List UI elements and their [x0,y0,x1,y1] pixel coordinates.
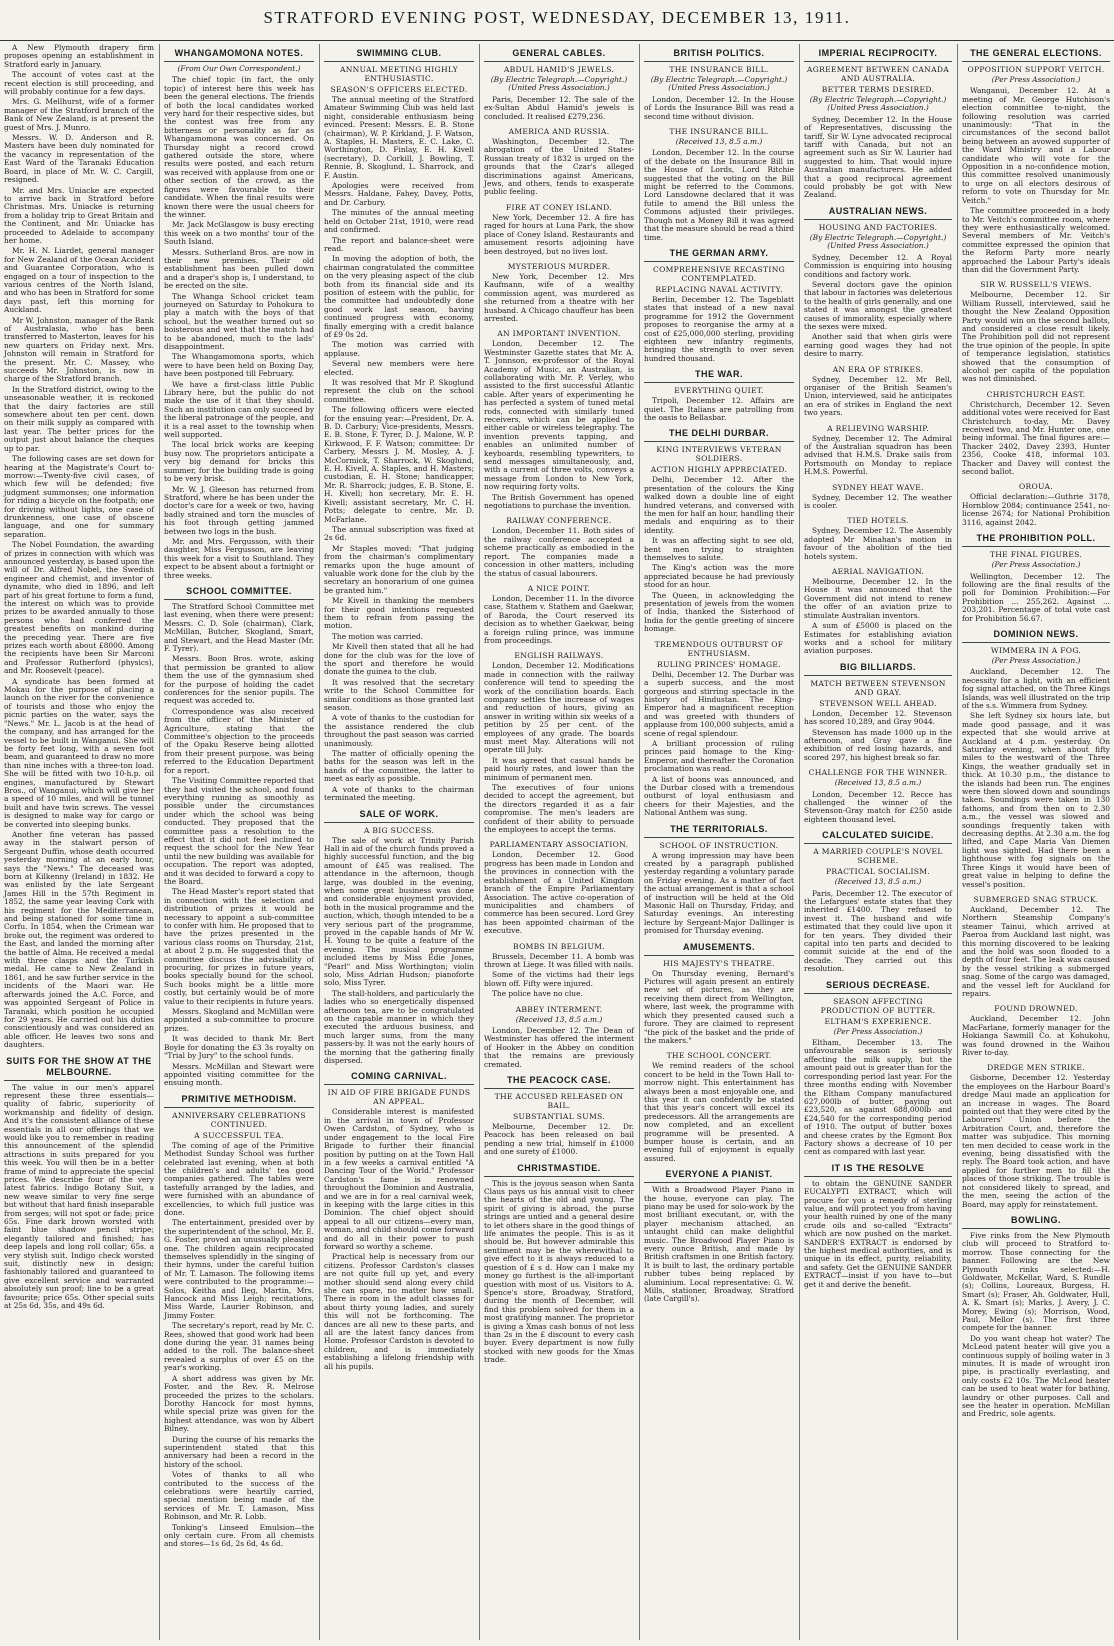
article [962,1004,1110,1057]
article-paragraph: Stevenson has made 1000 up in the afternoon, and Gray gave a fine exhibition of red losing hazards, and scored 297, his highest break so far. [804,727,952,762]
article [484,516,634,577]
article-paragraph: In moving the adoption of both, the chairman congratulated the committee on the very pleasing aspect of the club both from its financial side and its position of esteem with the public, for the committee had undoubtedly done good work last season, having continued progress with economy, finally emerging with a credit balance of £9 0s 2d. [324,254,474,339]
article-paragraph: Sydney, December 12. The weather is cooler. [804,492,952,511]
article-subheading: RAILWAY CONFERENCE. [506,516,612,526]
article-paragraph: A syndicate has been formed at Mokau for the purpose of placing a launch on the river for the convenience of tourists and those who enjoy the picnic parties on the water, says the "News." Mr. L. Jacob is at the head of the company, and has arranged for the vessel to be built in Wanganui. She will be forty feet long, with a seven foot beam, and guaranteed to draw no more than nine inches with a three-ton load. She will be fitted with two 10-h.p. oil engines, manufactured by Stewart Bros., of Wanganui, which will give her a speed of 10 miles, and will be tunnel built and have twin screws. The vessel is designed to make way for cargo or be converted into sleeping bunks. [4,676,154,829]
article-paragraph: Auckland, December 12. The Northern Steamship Company's steamer Tainui, which arrived at Paeroa from Auckland last night, was this morning discovered to be leaking and the hold was soon flooded to a depth of four feet. The leak was caused by the vessel striking a submerged snag. Some of the cargo was damaged, and the vessel left for Auckland for repairs. [962,904,1110,998]
article-subheading: WIMMERA IN A FOG. [990,645,1082,655]
article-paragraph: Brussels, December 11. A bomb was thrown at Liege. It was filled with nails. [484,951,634,969]
column-7 [958,44,1114,1640]
column-3 [320,44,478,1640]
article-paragraph: Mr W. Johnston, manager of the Bank of Australasia, who has been transferred to Masterton, leaves for his new quarters on Friday next. Mrs. Johnston will remain in Stratford for the present. Mr. C. Massey, who succeeds Mr. Johnston, is now in charge of the Stratford branch. [4,315,154,384]
article-credit: (Per Press Association.) [833,1026,923,1036]
article-paragraph: A sum of £5000 is placed on the Estimates for establishing aviation works and a school for military aviation purposes. [804,621,952,656]
article-paragraph: It was resolved that the secretary write to the School Committee for similar conditions as those granted last season. [324,677,474,713]
article-paragraph: Do you want cheap hot water? The McLeod patent heater will give you a continuous supply of boiling water in 3 minutes. It is made of wrought iron pipe, is practically everlasting, and only costs £2 10s. The McLeod heater can be used to heat water for bathing, laundry or other purposes. Call and see the heater in operation. McMillan and Fredric, sole agents. [962,1333,1110,1419]
article-subheading: SCHOOL OF INSTRUCTION. [659,840,779,850]
column-4 [480,44,638,1640]
article-paragraph: Mr Kivell then stated that all he had done for the club was for the love of the sport and therefore he would donate the guinea to the club. [324,642,474,677]
article-paragraph: The committee proceeded in a body to Mr. Veitch's committee room, where they were enthusiastically welcomed. Several members of Mr. Veitch's committee expressed the opinion that the Reform Party more nearly approached the Labour Party's ideals than did the Government Party. [962,206,1110,274]
article-subheading-secondary: ACTION HIGHLY APPRECIATED. [650,465,788,475]
article [324,1071,474,1371]
article-credit: (Received 13, 8.5 a.m.) [515,1014,603,1024]
article-paragraph: London, December 11. Both sides of the railway conference accepted a scheme practically as embodied in the report. The companies made a concession in other matters, including the status of casual labourers. [484,526,634,578]
article [484,127,634,197]
article-subheading: ABDUL HAMID'S JEWELS. [503,65,615,74]
article-subheading-secondary: RULING PRINCES' HOMAGE. [657,659,781,669]
article-subheading: AMERICA AND RUSSIA. [508,127,610,137]
article-subheading: HOUSING AND FACTORIES. [818,222,938,232]
article-paragraph: She left Sydney six hours late, but made good passage, and it was expected that she would arrive at Auckland at 4 p.m. yesterday. On Saturday evening, when about fifty miles to the westward of the Three Kings, the weather gradually set in thick. At 10.30 p.m., the distance to the islands had been run. The engines were then slowed down and soundings taken. Soundings were taken in 130 fathoms, and from then on to 2.30 a.m., the vessel was slowed and soundings frequently taken with decreasing depths. At 2.30 a.m. the fog lifted, and Cape Maria Van Diemen light was sighted. Had there been a lighthouse with fog signals on the Three Kings it would have been of great value in helping to define the vessel's position. [962,711,1110,889]
article-paragraph: London, December 12. The Dean of Westminster has offered the interment of Hooker in the Abbey on condition that the remains are previously cremated. [484,1025,634,1069]
article-paragraph: Sydney, December 12. A Royal Commission is enquiring into housing conditions and factory work. [804,252,952,279]
article-paragraph: A list of boons was announced, and the Durbar closed with a tremendous outburst of loyal enthusiasm and cheers for their Majesties, and the National Anthem was sung. [644,774,794,818]
article-headline: IMPERIAL RECIPROCITY. [804,48,952,62]
article-paragraph: A short address was given by Mr. Foster, and the Rev. R. Melrose proceeded the prizes to the scholars. Dorothy Hancock for most hymns, while special prize was given for the highest attendance, was won by Albert Bilney. [164,1373,314,1434]
article-subheading: AERIAL NAVIGATION. [831,567,925,577]
article [164,1094,314,1549]
article [644,1051,794,1163]
article-subheading: HIS MAJESTY'S THEATRE. [663,958,775,968]
article [484,1163,634,1365]
article-paragraph: The account of votes cast at the recent election is still proceeding, and will probably continue for a few days. [4,70,154,97]
article [804,483,952,511]
article [804,48,952,200]
article-paragraph: Paris, December 12. The executor of the Lefargues' estate states that they inherited £1400. They refused to invest it. The husband and wife estimated that they could live upon it for ten years. They divided their capital into ten parts and decided to commit suicide at the end of the decade. They carried out this resolution. [804,888,952,974]
article-subheading: ANNUAL MEETING HIGHLY ENTHUSIASTIC. [339,65,459,83]
article [644,824,794,936]
article-subheading: BOMBS IN BELGIUM. [513,941,605,951]
article-subheading: MATCH BETWEEN STEVENSON AND GRAY. [810,678,946,697]
article-paragraph: Mrs. G. Mellhurst, wife of a former manager of the Stratford branch of the Bank of New Zealand, is at present the guest of Mrs. J. Munro. [4,97,154,132]
article-credit: (By Electric Telegraph.—Copyright.) (United Press Association.) [650,75,788,93]
article [804,424,952,477]
article-paragraph: Mr. W. J. Gleeson has returned from Stratford, where he has been under the doctor's care for a week or two, having badly strained and torn the muscles of his foot through getting jammed between two logs in the bush. [164,484,314,536]
article-credit: (Received 13, 8.5 a.m.) [675,137,763,147]
article-subheading: THE INSURANCE BILL. [669,127,769,137]
article-subheading: AGREEMENT BETWEEN CANADA AND AUSTRALIA. [806,65,950,83]
article-headline: AUSTRALIAN NEWS. [804,206,952,220]
article-subheading: ANNIVERSARY CELEBRATIONS CONTINUED. [172,1110,306,1129]
article-credit: (By Electric Telegraph.—Copyright.) (United Press Association.) [490,75,628,93]
article-subheading: PARLIAMENTARY ASSOCIATION. [489,840,629,850]
article-paragraph: The executives of four unions decided to accept the agreement, but the directors regarded it as a fair compromise. The men's leaders are confident of their ability to persuade the employees to accept the terms. [484,783,634,835]
article-headline: BRITISH POLITICS. [644,48,794,62]
article [804,365,952,418]
article-paragraph: Apologies were received from Messrs. Haldane, Fahey, Davey, Potts, and Dr. Carbury. [324,181,474,207]
article-paragraph: The following cases are set down for hearing at the Magistrate's Court to-morrow:—Twenty-five civil cases, of which few will be defended; five judgment summonses; one information for riding a bicycle on the footpath; one for driving without lights, one case of drunkenness, one case of obscene language, and one for summary separation. [4,454,154,539]
article-subheading: THE ACCUSED RELEASED ON BAIL. [494,1092,624,1110]
article [644,48,794,121]
article-paragraph: Another fine veteran has passed away in the stalwart person of Sergeant Duffin, whose death occurred yesterday morning at an early hour, says the "News." The deceased was born at Kilkenny (Ireland) in 1832. He was enlisted by the late Sergeant James Hill in the 57th Regiment in 1852, the same year leaving Cork with his regiment for the Mediterranean, and being stationed for some time in Corfu. In 1854, when the Crimean war broke out, the regiment was ordered to the East, and landed the morning after the battle of Alma. He received a medal with three clasps and the Turkish medal. He came to New Zealand in 1861, and he saw further service in the incidents of the Maori war. He afterwards joined the A.C. Force, and was appointed Sergeant of Police in Taranaki, which position he occupied for 29 years. He carried out his duties conscientiously and was considered an able officer. He leaves two sons and daughters. [4,829,154,1050]
article-paragraph: The British Government has opened negotiations to purchase the invention. [484,492,634,511]
article-headline: SALE OF WORK. [324,809,474,823]
article-paragraph: Gisborne, December 12. Yesterday the employees on the Harbour Board's dredge Maui made an application for an increase in wages. The Board pointed out that they were cited by the Labourers' Union before the Arbitration Court, and, therefore the matter was subjudice. This morning ten men decided to cease work in the evening, being dissatisfied with the reply. The Board took action, and have applied for further men to fill the places of those striking. The trouble is not considered likely to spread, and the men, seeing the action of the Board, may apply for reinstatement. [962,1073,1110,1209]
article-subheading: THE INSURANCE BILL. [669,65,769,74]
article-subheading-secondary: STEVENSON WELL AHEAD. [819,698,937,708]
article-paragraph: Sydney, December 12. In the House of Representatives, discussing the tariff, Sir W. Lyne advocated reciprocal tariff with Canada, but not an agreement such as Sir W. Laurier had suggested to him. That would injure Australian manufacturers. He added that a good reciprocal agreement could probably be got with New Zealand. [804,114,952,200]
column-1 [0,44,158,1640]
column-2 [160,44,318,1640]
article [644,369,794,422]
article-paragraph: The minutes of the annual meeting held on October 21st, 1910, were read and confirmed. [324,208,474,235]
article-subheading: OROUA. [1018,482,1054,492]
article-credit: (By Electric Telegraph.—Copyright.) (United Press Association.) [809,232,947,251]
article-paragraph: Tonking's Linseed Emulsion—the only certain cure. From all chemists and stores—1s 6d, 2s 6d, 4s 6d. [164,1522,314,1549]
article [324,48,474,803]
article-paragraph: London, December 12. Stevenson has scored 10,289, and Gray 9044. [804,708,952,727]
article-paragraph: The motion was carried. [332,631,424,641]
article-credit: (Received 13, 8.5 a.m.) [834,778,922,788]
article-paragraph: London, December 12. Recce has challenged the winner of the Stevenson-Gray match for £250 aside eighteen thousand level. [804,789,952,824]
article-paragraph: The stall-holders, and particularly the ladies who so energetically dispensed afternoon tea, are to be congratulated on the capable manner in which they executed the arduous business, and much larger sums, from the many passers-by. It was not the early hours of the morning that the gathering finally dispersed. [324,988,474,1066]
article-subheading: OPPOSITION SUPPORT VEITCH. [967,65,1105,74]
article-paragraph: Several new members were here elected. [324,359,474,377]
article [484,48,634,121]
article-headline: THE PROHIBITION POLL. [962,533,1110,547]
article [962,280,1110,383]
article-paragraph: Messrs. McMillan and Stewart were appointed visiting committee for the ensuing month. [164,1061,314,1088]
article-paragraph: A vote of thanks to the chairman terminated the meeting. [324,784,474,803]
article-paragraph: The annual meeting of the Stratford Amateur Swimming Club was held last night, considerable enthusiasm being evinced. Present: Messrs. E. B. Stone (chairman), W. P. Kirkland, J. F. Watson, A. Staples, H. Masters, E. C. Lake, C. Worthington, D. Finlay, E. H. Kivell (secretary), D. Corkill, J. Bowling, T. Rennie, B. Skoglund, L. Sharrock, and F. Austin. [324,95,474,180]
article-paragraph: London, December 12. In the course of the debate on the Insurance Bill in the House of Lords, Lord Ritchie suggested that the voting on the Bill might be referred to the Commons. Lord Lansdowne declared that it was futile to amend the Bill unless the Commons adjusted their privileges. Though not a Money Bill it was agreed that the measure should be read a third time. [644,148,794,242]
article-subheading: COMPREHENSIVE RECASTING CONTEMPLATED. [652,264,786,283]
article-paragraph: Mr. and Mrs. Uniacke are expected to arrive back in Stratford before Christmas. Mrs. Uniacke is returning from a holiday trip to Great Britain and the Continent, and Mr. Uniacke has proceeded to Adelaide to accompany her home. [4,185,154,245]
article-paragraph: Eltham, December 13. The unfavourable season is seriously affecting the milk supply, but the amount paid out is greater than for the corresponding period last year. For the three months ending with November the Eltham Company manufactured 627,000lb of butter, paying out £23,520, as against 688,000lb and £24,540 for the corresponding period of 1910. The output of butter boxes and cheese crates by the Egmont Box Factory shows a decrease of 10 per cent as compared with last year. [804,1038,952,1157]
article-paragraph: A New Plymouth drapery firm proposes opening an establishment in Stratford early in January. [4,44,154,69]
article [164,48,314,580]
article [484,584,634,645]
article [962,1215,1110,1419]
article-paragraph: Votes of thanks to all who contributed to the success of the celebrations were heartily carried, special mention being made of the services of Mr. T. Lamason, Miss Robinson, and Mr. R. Lobb. [164,1470,314,1522]
article-paragraph: The Queen, in acknowledging the presentation of jewels from the women of India, thanked the Sisterhood of India for the gentle greeting of sincere homage. [644,590,794,634]
article-headline: PRIMITIVE METHODISM. [164,1094,314,1108]
article-paragraph: Washington, December 12. The abrogation of the United States-Russian treaty of 1832 is urged on the grounds that the Czar's alleged discriminations against Americans, Jews, and others, tends to exasperate public feeling. [484,137,634,197]
article-headline: THE PEACOCK CASE. [484,1075,634,1089]
article-subheading: EVERYTHING QUIET. [674,386,764,396]
article [4,1056,154,1311]
article-paragraph: A brilliant procession of ruling princes paid homage to the King-Emperor, and thereafter the Coronation proclamation was read. [644,738,794,774]
article-paragraph: Auckland, December 12. John MacFarlane, formerly manager for the Hokianga Sawmill Co. at Kohukohu, was found drowned in the Waihou River to-day. [962,1014,1110,1057]
article [484,651,634,834]
article-paragraph: The chief topic (in fact, the only topic) of interest here this week has been the general elections. The friends of both the local candidates worked very hard for their respective sides, but the contest was free from any bitterness or personality as far as Whangamomona was concerned. On Thursday night a record crowd gathered outside the store, where results were posted, and each return was received with applause from one or other section of the crowd, as the figures were favourable to their candidate. When the final results were known there were the usual cheers for the winner. [164,75,314,219]
article-subheading: MYSTERIOUS MURDER. [507,261,611,271]
article-subheading: SYDNEY HEAT WAVE. [832,482,924,492]
article-credit: (Received 13, 8.5 a.m.) [834,877,922,887]
article-paragraph: Messrs. Boon Bros. wrote, asking that permission be granted to allow them the use of the gymnasium shed for the purpose of holding the cadet conferences for the senior pupils. The request was acceded to. [164,654,314,706]
article-paragraph: Melbourne, December 12. Sir William Russell, interviewed, said he thought the New Zealand Opposition Party would win on the second ballots, and considered a close result likely. The Prohibition poll did not represent the true opinion of the people. In spite of temperance legislation, statistics showed that the consumption of alcohol per capita of the population was not diminished. [962,290,1110,384]
article-paragraph: Melbourne, December 12. Dr. Peacock has been released on bail pending a new trial, himself in £1000 and one surety of £1000. [484,1122,634,1157]
article-paragraph: The local brick works are keeping busy now. The proprietors anticipate a very big demand for bricks this summer, for the building trade is going to be very brisk. [164,440,314,484]
article-subheading-secondary: SEASON'S OFFICERS ELECTED. [330,85,468,94]
article-paragraph: The annual subscription was fixed at 2s 6d. [324,524,474,543]
article-headline: THE TERRITORIALS. [644,824,794,838]
article-headline: SWIMMING CLUB. [324,48,474,62]
article-paragraph: London, December 12. In the House of Lords the Insurance Bill was read a second time without division. [644,94,794,121]
article-headline: THE DELHI DURBAR. [644,428,794,442]
article-paragraph: It was agreed that casual hands be paid hourly rates, and lower than the minimum of permanent men. [484,755,634,782]
article-paragraph: A vote of thanks to the custodian for the assistance rendered the club throughout the past season was carried unanimously. [324,713,474,748]
article [804,206,952,359]
article-headline: THE GERMAN ARMY. [644,248,794,262]
article-headline: CHRISTMASTIDE. [484,1163,634,1177]
article-paragraph: During the course of his remarks the superintendent stated that this anniversary had been a record in the history of the school. [164,1434,314,1469]
article-paragraph: Five rinks from the New Plymouth club will proceed to Stratford to-morrow. Those connecting for the banner. Following are the New Plymouth rinks selected:—H. Goldwater, McKellar, Ward, S. Rundle (s); Collins, Loureaux, Burgess, H. Smart (s); Fraser, Ah. Goldwater, Hull, A. K. Smart (s); Marks, J. Avery, J. C. Morey, Ewing (s); Morrison, Wood, Paul, Mellor (s). The first three compete for the banner. [962,1230,1110,1333]
article-credit: (Per Press Association.) [991,655,1081,665]
article [804,662,952,762]
article [962,629,1110,889]
article [164,586,314,1088]
article-subheading: AN IMPORTANT INVENTION. [497,329,621,339]
article-paragraph: A wrong impression may have been created by a paragraph published yesterday regarding a voluntary parade on Friday evening. As a matter of fact the actual arrangement is that a school of instruction will be held at the Old Masonic Hall on Thursday, Friday, and Saturday evenings. An interesting lecture by Sergeant-Major Dallinger is promised for Thursday evening. [644,850,794,936]
article [962,482,1110,527]
article-credit: (From Our Own Correspondent.) [177,64,301,73]
article [484,203,634,256]
article [484,1005,634,1069]
article-subheading: IN AID OF FIRE BRIGADE FUNDS AN APPEAL. [327,1088,471,1107]
article-paragraph: Delhi, December 12. After the presentation of the colours the King walked down a double line of eight hundred veterans, and conversed with the men for half an hour, handling their medals and enquiring as to their identity. [644,475,794,535]
article [804,567,952,656]
article-credit: (Per Press Association.) [991,75,1081,84]
article [324,809,474,1066]
article-paragraph: The Head Master's report stated that in connection with the selection and distribution of prizes it would be necessary to appoint a sub-committee to confer with him. He proposed that to have the prizes presented in the various class rooms on Thursday, 21st, at about 2 p.m. He suggested that the committee discuss the advisability of procuring, for prizes in future years, books specially bound for the school. Such books might be a little more costly, but certainly would be of more value to their recipients in future years. [164,887,314,1006]
article-subheading-secondary: SUBSTANTIAL SUMS. [513,1112,605,1121]
article-paragraph: In the Stratford district, owing to the unseasonable weather, it is reckoned that the dairy factories are still somewhere about ten per cent. down on their milk supply as compared with last year. The better prices for the output just about balance the cheques up to par. [4,384,154,453]
article-headline: IT IS THE RESOLVE [804,1163,952,1177]
article-headline: AMUSEMENTS. [644,942,794,956]
article-paragraph: Correspondence was also received from the officer of the Minister of Agriculture, stating that the Committee's objection to the proceeds of the Opaku Reserve being allotted from their present purpose, was being referred to the Education Department for a report. [164,706,314,775]
article-subheading-secondary: ELTHAM'S EXPERIENCE. [824,1016,932,1026]
article [962,1063,1110,1209]
article-headline: CALCULATED SUICIDE. [804,830,952,844]
article-paragraph: Wanganui, December 12. At a meeting of Mr. George Hutchison's election committee to-night, the following resolution was carried unanimously: "That in the circumstances of the second ballot being between an avowed supporter of the Ward Ministry and a Labour candidate who will vote for the Opposition in a no-confidence motion, this committee resolved unanimously to urge on all electors desirous of reform to vote on Thursday for Mr. Veitch." [962,86,1110,205]
article-paragraph: The Visiting Committee reported that they had visited the school, and found everything running as smoothly as possible under the circumstances under which the school was being conducted. They proposed that the committee pass a resolution to the effect that it did not feel inclined to request the school for the New Year until the new building was available for occupation. The report was adopted, and it was decided to forward a copy to the Board. [164,776,314,886]
article [484,942,634,999]
article-subheading: ABBEY INTERMENT. [515,1004,603,1014]
article-headline: SERIOUS DECREASE. [804,980,952,994]
masthead-title: STRATFORD EVENING POST, WEDNESDAY, DECEMBER 13, 1911. [263,8,851,27]
article-paragraph: The value in our men's apparel represent these three essentials—quality of fabric, superiority of workmanship and fidelity of design. And it's the consistent alliance of these essentials in all our offerings that we would like you to remember in reading this announcement of the splendid attractions in suits prepared for you this week. You will then be in a better frame of mind to appreciate the special prices. We describe four of the very latest fabrics. Indigo Botany Suit, a new weave similar to very fine serge but without that hard finish inseparable from serges; will not spot or fade; price 65s. Fine dark brown worsted with faint blue shadow pencil stripe; elegantly tailored and finished; has deep lapels and long roll collar; 65s. a very stylish suit. Indigo check worsted suit, distinctly new in design; fashionably tailored and guaranteed to give excellent service and warranted absolutely sun proof; line to be a great favourite; price 65s. Other special suits at 25s 6d, 35s, and 49s 6d. [4,1082,154,1311]
article-paragraph: Practical help is necessary from our citizens. Professor Cardston's classes are not quite full up yet, and every mother should send along every child she can spare, no matter how small. There is room in the adult classes for about thirty young ladies, and surely this will not be forthcoming. The dances are all new to these parts, and all are the latest fancy dances from Home. Professor Cardston is devoted to children, and is immediately establishing a lifelong friendship with all his pupils. [324,1252,474,1371]
article-subheading: TREMENDOUS OUTBURST OF ENTHUSIASM. [654,639,784,658]
article-subheading: CHRISTCHURCH EAST. [986,389,1086,399]
article [484,329,634,510]
article-paragraph: It was resolved that Mr P. Skoglund represent the club on the school committee. [324,378,474,404]
article [4,44,154,1050]
column-6 [800,44,956,1640]
article-subheading: A RELIEVING WARSHIP. [827,423,929,433]
article-paragraph: With a Broadwood Player Piano in the house, everyone can play. The piano may be used for solo-work by the most brilliant executant, or, with the player mechanism attached, an untaught child can make delightful music. The Broadwood Player Piano is every ounce British, and made by British craftsmen in one British factory. It is built to last, the ordinary portable rubber tubes being replaced by aluminium. Local representative: G. W. Mills, stationer, Broadway, Stratford (late Cargill's). [644,1185,794,1304]
article-paragraph: Melbourne, December 12. In the House it was announced that the Government did not intend to renew the offer of an aviation prize to stimulate Australian inventors. [804,577,952,620]
article-subheading: CHALLENGE FOR THE WINNER. [808,768,948,778]
article-headline: EVERYONE A PIANIST. [644,1169,794,1183]
article-paragraph: Wellington, December 12. The following are the final results of the poll for Dominion Prohibition:—For Prohibition ... 255,262. Against ... 203,201. Percentage of total vote cast for Prohibition 56.67. [962,571,1110,623]
article-paragraph: Mr Staples moved: "That judging from the chairman's complimentary remarks upon the huge amount of valuable work done for the club by the secretary an honorarium of one guinea be granted him." [324,543,474,595]
article [962,390,1110,477]
article-headline: GENERAL CABLES. [484,48,634,62]
article-paragraph: Sydney, December 12. The Admiral of the Australian squadron has been advised that H.M.S. Drake sails from Portsmouth on Monday to replace H.M.S. Powerful. [804,433,952,477]
article-paragraph: Official declaration:—Guthrie 3178, Hornblow 2084; continuance 2541, no-license 2674; for National Prohibition 3116, against 2042. [962,492,1110,527]
article [484,262,634,323]
article-paragraph: The Whangamomona sports, which were to have been held on Boxing Day, have been postponed till February. [164,352,314,379]
article-headline: BOWLING. [962,1215,1110,1229]
article-subheading-secondary: BETTER TERMS DESIRED. [821,85,935,94]
article [484,1075,634,1157]
article-paragraph: New York, December 12. Mrs Kaufmann, wife of a wealthy commission agent, was murdered as she returned from a theatre with her husband. A Chicago chauffeur has been arrested. [484,271,634,323]
article-headline: THE WAR. [644,369,794,383]
article-paragraph: Considerable interest is manifested in the arrival in town of Professor Owen Cardston, of Sydney, who is under engagement to the local Fire Brigade to further their financial position by putting on at the Town Hall in a few weeks a carnival entitled "A Dancing Tour of the World." Professor Cardston's fame is renowned throughout the Dominion and Australia, and we are in for a real carnival week, in keeping with the large cities in this Dominion. The chief object should appeal to all our citizens—every man, woman, and child should come forward and do all in their power to push forward so worthy a scheme. [324,1107,474,1251]
article-paragraph: to obtain the GENUINE SANDER EUCALYPTI EXTRACT, which will procure for you a remedy of sterling value, and will protect you from having your health ruined by one of the many crude oils and so-called "Extracts" which are now pushed on the market. SANDER'S EXTRACT is endorsed by the highest medical authorities, and is unique in its effect, purity, reliability, and safety. Get the GENUINE SANDER EXTRACT—insist if you have to—but get it and derive the benefit. [804,1178,952,1289]
article-subheading: A NICE POINT. [527,583,591,593]
article-paragraph: It was decided to thank Mr. Bert Boyle for donating the £3 3s royalty on "Trial by Jury" to the school funds. [164,1034,314,1061]
article-subheading-secondary: PRACTICAL SOCIALISM. [825,867,931,877]
article-paragraph: London, December 12. Good progress has been made in London and the provinces in connection with the establishment of a United Kingdom branch of the Empire Parliamentary Association. The active co-operation of municipalities and chambers of commerce has been secured. Lord Grey has been appointed chairman of the executive. [484,850,634,936]
article-paragraph: The police have no clue. [492,989,583,999]
article-paragraph: The Whanga School cricket team journeyed on Saturday to Pohokura to play a match with the boys of that school, but the weather turned out so boisterous and wet that the match had to be abandoned, much to the lads' disappointment. [164,291,314,351]
article-paragraph: The sale of work at Trinity Parish Hall in aid of the church funds proved a highly successful function, and the big amount of £45 was realised. The attendance in the afternoon, though large, was doubled in the evening, when some great business was done and considerable enjoyment provided, both in the musical programme and the auction, which, though intended to be a very serious part of the programme, proved in the capable hands of Mr W. H. Young to be quite a feature of the evening. The musical programme included items by Miss Edie Jones, "Pearl" and Miss Worthington; violin solo, Miss Adrian Hudson; pianoforte solo, Miss Tyrer. [324,835,474,988]
article-subheading: TIED HOTELS. [847,516,909,526]
article-subheading: THE FINAL FIGURES. [989,550,1083,560]
article-headline: WHANGAMOMONA NOTES. [164,48,314,62]
article-subheading-secondary: A SUCCESSFUL TEA. [194,1130,284,1140]
article-paragraph: Sydney, December 12. Mr Bell, organiser of the British Seamen's Union, interviewed, said he anticipates an era of strikes in England the next two years. [804,374,952,418]
column-5 [640,44,798,1640]
article-subheading: A BIG SUCCESS. [363,825,435,835]
article [484,840,634,935]
article-headline: SUITS FOR THE SHOW AT THE MELBOURNE. [4,1056,154,1081]
article-credit: (By Electric Telegraph.—Copyright.) (United Press Association.) [809,95,947,113]
article-paragraph: The entertainment, presided over by the superintendent of the school, Mr. E. G. Foster, proved an unusually pleasing one. The children again reciprocated themselves splendidly in the singing of their hymns, under the careful tuition of Mr. T. Lamason. The following items were contributed to the programme:—Solos, Keitha and Ileg, Martin, Mrs. Hancock and Miss Leigh; recitations, Miss Warde, Laurier Robinson, and Jimmy Foster. [164,1218,314,1320]
article-paragraph: The secretary's report, read by Mr. C. Rees, showed that good work had been done during the year. 31 names being added to the roll. The balance-sheet revealed a surplus of over £5 on the year's working. [164,1321,314,1373]
article-subheading: ENGLISH RAILWAYS. [514,651,604,661]
article [804,830,952,973]
article-subheading: FOUND DROWNED. [994,1004,1078,1014]
masthead [0,0,1114,41]
article-paragraph: London, December 11. In the divorce case, Stathem v. Stathem and Gaekwar, of Baroda, the Court reserved its decision as to whether Gaekwar, being a foreign ruling prince, was immune from proceedings. [484,593,634,645]
article-paragraph: The report and balance-sheet were read. [324,235,474,253]
article-paragraph: Berlin, December 12. The Tageblatt states that instead of a new naval programme for 1912 the Government proposes to reorganise the army at a cost of £25,000,000 sterling, providing eighteen new infantry regiments, bringing the strength to over seven hundred thousand. [644,294,794,363]
article-paragraph: It was an affecting sight to see old, bent men trying to straighten themselves to salute. [644,536,794,563]
article [804,1163,952,1289]
article-paragraph: Tripoli, December 12. Affairs are quiet. The Italians are patrolling from the oasis to Bellasbar. [644,396,794,422]
article [644,942,794,1046]
article [644,640,794,818]
article-paragraph: The coming of age of the Primitive Methodist Sunday School was further celebrated last evening, when at both the children's and adults' tea good companies gathered. The tables were tastefully arranged by the ladies, and were furnished with an abundance of excellencies, to which full justice was done. [164,1140,314,1217]
article-subheading: THE SCHOOL CONCERT. [666,1051,772,1061]
article-paragraph: Delhi, December 12. The Durbar was a superb success, and the most gorgeous and stirring spectacle in the history of Hindustan. The King-Emperor had a magnificent reception and was greeted with thunders of applause from 100,000 subjects, amid a scene of regal splendour. [644,669,794,738]
article [962,48,1110,274]
article [644,248,794,363]
article-paragraph: Messrs. Skogland and McMillan were appointed a sub-committee to procure prizes. [164,1007,314,1033]
article-paragraph: The Nobel Foundation, the awarding of prizes in connection with which was announced yesterday, is based upon the will of Dr. Alfred Nobel, the Swedish engineer and chemist, and inventor of dynamite, who died in 1896, and left part of his great fortune to form a fund, the interest on which was to provide prizes to be awarded annually to those persons who had conferred the greatest benefits on mankind during the preceding year. There are five prizes each worth about £8000. Among the recipients have been Sir Marconi and Professor Rutherford (physics), and Mr. Roosevelt (peace). [4,540,154,676]
article-paragraph: Mr. and Mrs. Fergusson, with their daughter, Miss Fergusson, are leaving this week for a visit to Southland. They expect to be absent about a fortnight or three weeks. [164,536,314,580]
article-subheading: KING INTERVIEWS VETERAN SOLDIERS. [656,445,782,464]
article-headline: SCHOOL COMMITTEE. [164,586,314,600]
article [804,980,952,1157]
article-subheading-secondary: REPLACING NAVAL ACTIVITY. [655,284,783,294]
article-paragraph: Some of the victims had their legs blown off. Fifty were injured. [484,970,634,988]
article-paragraph: Sydney, December 12. The Assembly adopted Mr Minahan's motion in favour of the abolition of the tied hotels system. [804,526,952,561]
article-paragraph: Mr. H. N. Liardet, general manager for New Zealand of the Ocean Accident and Guarantee Corporation, who is engaged on a tour of inspection to the various centres of the North Island, and who has been in Stratford for some days past, left this morning for Auckland. [4,246,154,315]
article [644,428,794,633]
article-paragraph: The following officers were elected for the ensuing year:—President, Dr. A. B. D. Carbury; Vice-presidents, Messrs. E. B. Stone, F. Tyrer, D. J. Malone, W. P. Kirkwood, F. F. Watson; committee: Dr Carbery, Messrs J. M. Mosley, A. J. McCormick, T. Sharrock, W. Skoglund, E. H. Kivell, A. Staples, and H. Masters; custodian, E. H. Stone; handicapper, Mr. R. Sharrock; judges, E. B. Stone, E. H. Kivell; hon secretary, Mr. E. H. Kivell; assistant secretary, Mr. C. H. Potts; delegate to centre, Mr. D. McFarlane. [324,405,474,524]
article [962,533,1110,623]
article-paragraph: On Thursday evening, Bernard's Pictures will again present an entirely new set of pictures, as they are receiving them direct from Wellington, where, last week, the programme with which they presented caused such a furore. They are claimed to represent "the pick of the basket and the pride of the makers." [644,968,794,1045]
article-paragraph: Messrs. Sutherland Bros. are now in their new premises. Their old establishment has been pulled down and a draper's shop is, I understand, to be erected on the site. [164,247,314,291]
article-headline: DOMINION NEWS. [962,629,1110,643]
article-paragraph: The matter of officially opening the baths for the season was left in the hands of the committee, the latter to meet as early as possible. [324,749,474,784]
article-paragraph: The Stratford School Committee met last evening, when there were present: Messrs. C. D. Sole (chairman), Clark, McMillan, Butcher, Skogland, Smart, and Stewart, and the Head Master (Mr. F. Tyrer). [164,601,314,653]
article-paragraph: London, December 12. Modifications made in connection with the railway conference will tend to speeding the work of the conciliation boards. Each company settles the increase of wages and reduction of hours, giving an answer in writing within six weeks of a petition by 25 per cent. of the employees of any grade. The boards must meet May. Alterations will not operate till July. [484,661,634,755]
article-subheading: FIRE AT CONEY ISLAND. [505,202,613,212]
article-paragraph: Mr. Jack McGlasgow is busy erecting this week on a two months' tour of the South Island. [164,220,314,247]
article-headline: THE GENERAL ELECTIONS. [962,48,1110,62]
article [804,516,952,561]
article [962,895,1110,998]
article-credit: (Per Press Association.) [991,560,1081,570]
article-paragraph: Another said that when girls were earning good wages they had not desire to marry. [804,332,952,359]
article-paragraph: Messrs. W. D. Anderson and R. Masters have been duly nominated for the vacancy in representation of the East Ward of the Taranaki Education Board, in place of Mr. W. C. Cargill, resigned. [4,133,154,185]
article-paragraph: The King's action was the more appreciated because he had previously stood for an hour. [644,563,794,590]
article-paragraph: New York, December 12. A fire has raged for hours at Luna Park, the show place of Coney Island. Restaurants and amusement resorts adjoining have been destroyed, but no lives lost. [484,212,634,256]
article-headline: COMING CARNIVAL. [324,1071,474,1085]
article-paragraph: Several doctors gave the opinion that labour in factories was deleterious to the health of girls generally, and one stated it was amongst the greatest causes of immorality, especially where the sexes were mixed. [804,279,952,331]
article [644,1169,794,1304]
article-headline: BIG BILLIARDS. [804,662,952,676]
article-paragraph: London, December 12. The Westminster Gazette states that Mr. A. T. Jonnson, ex-professor of the Royal Academy of Music, an Australian, is collaborating with Mr. P. Verley, who assisted to the first successful Atlantic cable. After years of experimenting he has perfected a system of tuned metal rods, connected with similarly tuned receivers, which can be applied to either cable or wireless telegraphy. The invention prevents tapping, and enables an unlimited number of keyboards, resembling typewriters, to send messages simultaneously, and, with a current of three volts, conveys a message from London to New York, now requiring forty volts. [484,339,634,492]
article-paragraph: The motion was carried with applause. [324,340,474,358]
article-paragraph: We have a first-class little Public Library here, but the public do not make the use of it that they should. Such an institution can only succeed by the liberal patronage of the people, and it is a real asset to the township when well supported. [164,379,314,440]
article-subheading: SEASON AFFECTING PRODUCTION OF BUTTER. [820,996,936,1015]
article-subheading: A MARRIED COUPLE'S NOVEL SCHEME. [813,847,943,866]
article-paragraph: We remind readers of the school concert to be held in the Town Hall to-morrow night. This entertainment has always been a most enjoyable one, and this year it can confidently be stated that this year's concert will excel its predecessors. All the arrangements are now completed, and an excellent programme will be presented. A bumper house is certain, and an evening full of enjoyment is equally assured. [644,1061,794,1163]
article-paragraph: Mr Kivell in thanking the members for their good intentions requested them to refrain from passing the motion. [324,596,474,631]
article-subheading: DREDGE MEN STRIKE. [987,1063,1085,1073]
article-paragraph: Auckland, December 12. The necessity for a light, with an efficient fog signal attached, on the Three Kings Islands, was well illustrated on the trip of the s.s. Wimmera from Sydney. [962,667,1110,710]
article-paragraph: Paris, December 12. The sale of the ex-Sultan Abdul Hamid's jewels is concluded. It realised £279,236. [484,94,634,121]
article [804,768,952,824]
article-paragraph: This is the joyous season when Santa Claus pays us his annual visit to cheer the hearts of the old and young. The spirit of giving is abroad, the purse strings are untied and a general desire to let others share in the good things of life animates the people. This is as it should be. But however admirable this sentiment may be the wherewithal to give effect to it is always reduced to a question of £ s d. How can I make my money go furthest is the all-important question with most of us. Visitors to A. Spence's store, Broadway, Stratford, during the month of December, will find this problem solved for them in a most gratifying manner. The proprietor is giving a Xmas cash bonus of not less than 2s in the £ discount to every cash buyer. Every department is now fully stocked with new goods for the Xmas trade. [484,1178,634,1365]
article-subheading: SIR W. RUSSELL'S VIEWS. [980,280,1092,290]
article-subheading: SUBMERGED SNAG STRUCK. [973,894,1099,904]
article [644,127,794,242]
article-subheading: AN ERA OF STRIKES. [832,364,924,374]
article-paragraph: Christchurch, December 12. Seven additional votes were received for East Christchurch to-day, Mr. Davey received two, and Mr. Hunter one, one being informal. The final figures are:—Thacker 2402, Davey 2393, Hunter 2356, Cooke 418, informal 103. Thacker and Davey will contest the second ballot. [962,399,1110,477]
